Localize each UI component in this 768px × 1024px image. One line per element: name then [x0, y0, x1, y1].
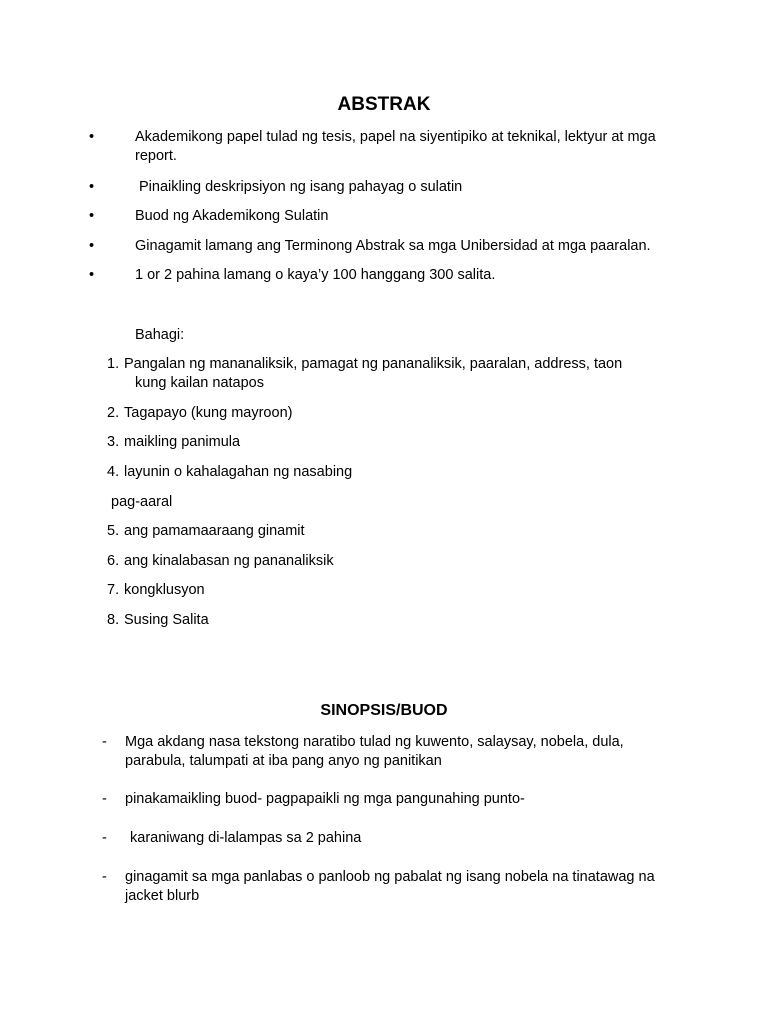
sinopsis-line: parabula, talumpati at iba pang anyo ng panitikan [125, 753, 442, 769]
part-number: 3. [107, 434, 120, 450]
sinopsis-text: pinakamaikling buod- pagpapaikli ng mga pangunahing punto- [125, 791, 525, 807]
part-number: 2. [107, 405, 120, 421]
sinopsis-text [125, 868, 695, 906]
part-number: 5. [107, 523, 120, 539]
bullet-text [135, 128, 695, 166]
bullet-line: report. [135, 148, 177, 164]
bullet-marker: • [89, 238, 95, 254]
part-text: pag-aaral [111, 494, 173, 510]
bullet-marker: • [89, 267, 95, 283]
part-number: 8. [107, 612, 120, 628]
bullet-marker: • [89, 179, 95, 195]
bullet-text: Pinaikling deskripsiyon ng isang pahayag o sulatin [139, 179, 463, 195]
part-text: Tagapayo (kung mayroon) [124, 405, 293, 421]
abstrak-heading: ABSTRAK [337, 94, 431, 115]
part-number: 6. [107, 553, 120, 569]
part-text: maikling panimula [124, 434, 241, 450]
sinopsis-text [125, 733, 695, 771]
part-text: Susing Salita [124, 612, 209, 628]
dash-marker: - [102, 830, 107, 846]
part-text: Pangalan ng mananaliksik, pamagat ng pananaliksik, paaralan, address, taon [124, 356, 623, 372]
part-number: 4. [107, 464, 120, 480]
bullet-marker: • [89, 129, 95, 145]
part-text: kongklusyon [124, 582, 205, 598]
dash-marker: - [102, 869, 107, 885]
sinopsis-line: ginagamit sa mga panlabas o panloob ng pabalat ng isang nobela na tinatawag na [125, 869, 655, 885]
part-number: 7. [107, 582, 120, 598]
dash-marker: - [102, 791, 107, 807]
bullet-line: Akademikong papel tulad ng tesis, papel na siyentipiko at teknikal, lektyur at mga [135, 129, 656, 145]
part-text: layunin o kahalagahan ng nasabing [124, 464, 353, 480]
bullet-text: 1 or 2 pahina lamang o kaya’y 100 hanggang 300 salita. [135, 267, 496, 283]
bullet-text: Buod ng Akademikong Sulatin [135, 208, 329, 224]
bahagi-label: Bahagi: [135, 327, 185, 343]
dash-marker: - [102, 734, 107, 750]
bullet-text: Ginagamit lamang ang Terminong Abstrak sa mga Unibersidad at mga paaralan. [135, 238, 651, 254]
part-text: ang kinalabasan ng pananaliksik [124, 553, 334, 569]
bullet-marker: • [89, 208, 95, 224]
part-text: ang pamamaaraang ginamit [124, 523, 305, 539]
sinopsis-heading: SINOPSIS/BUOD [320, 702, 448, 719]
sinopsis-line: Mga akdang nasa tekstong naratibo tulad ng kuwento, salaysay, nobela, dula, [125, 734, 624, 750]
part-number: 1. [107, 356, 120, 372]
sinopsis-text: karaniwang di-lalampas sa 2 pahina [130, 830, 362, 846]
sinopsis-line: jacket blurb [125, 888, 200, 904]
part-text-continued: kung kailan natapos [135, 375, 264, 391]
